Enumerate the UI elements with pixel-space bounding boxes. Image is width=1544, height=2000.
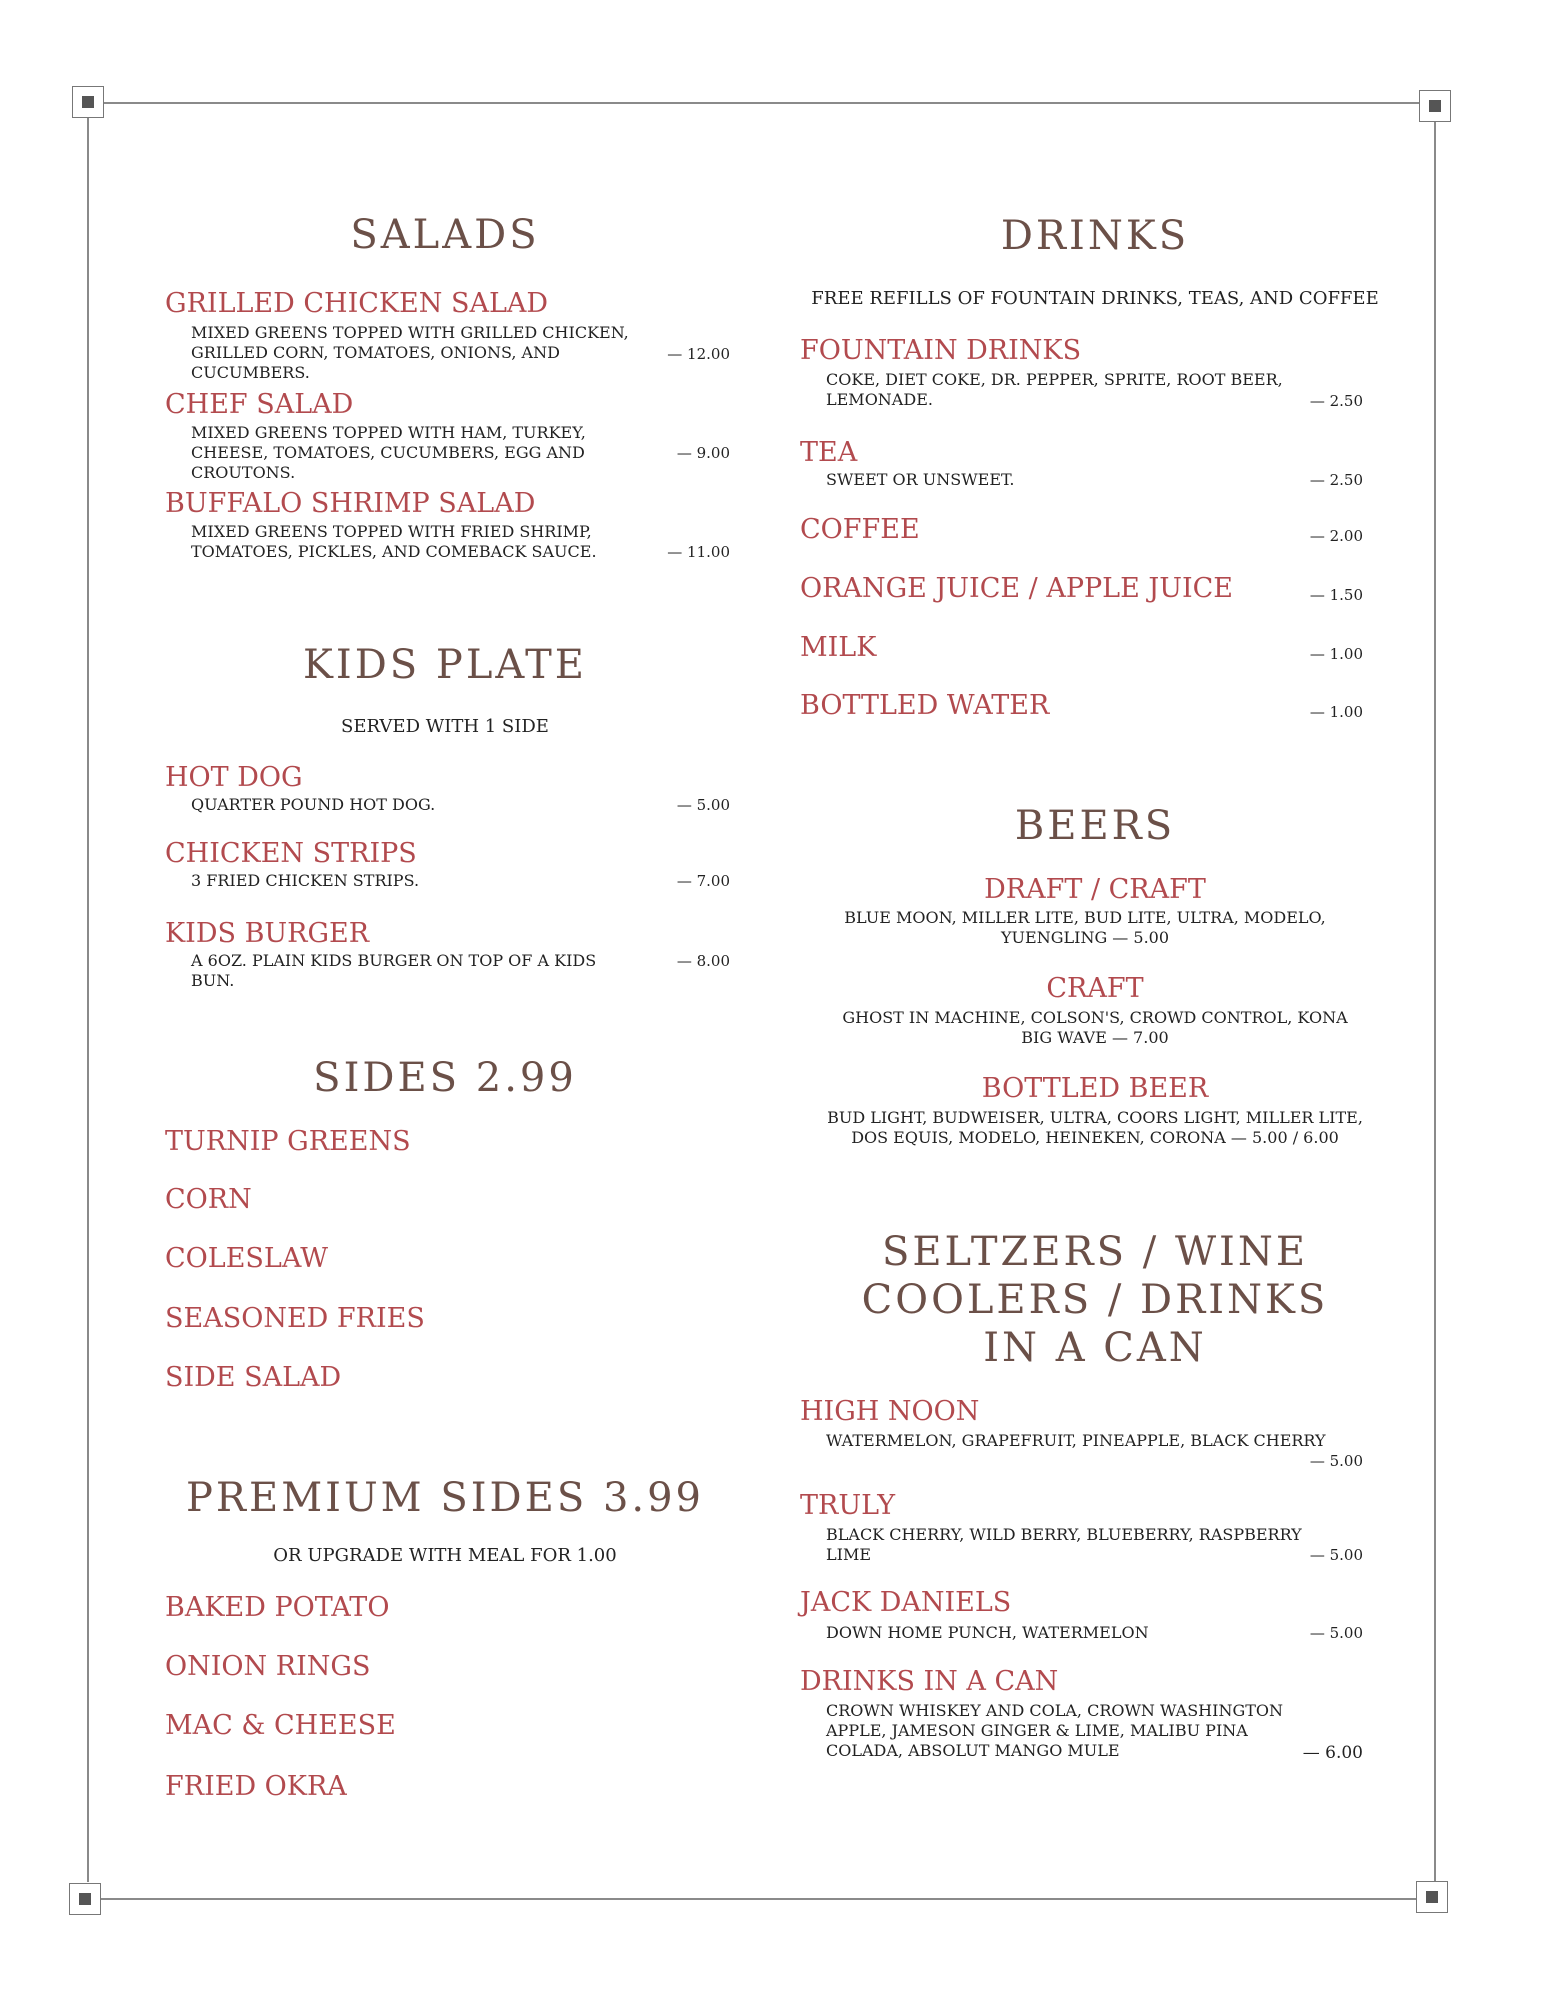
beer-item-desc: BLUE MOON, MILLER LITE, BUD LITE, ULTRA, MODELO, YUENGLING — 5.00	[844, 908, 1326, 947]
kids-item-desc: A 6OZ. PLAIN KIDS BURGER ON TOP OF A KIDS BUN.	[191, 951, 597, 990]
salad-item-title: GRILLED CHICKEN SALAD	[165, 288, 549, 319]
drink-item-desc: COKE, DIET COKE, DR. PEPPER, SPRITE, ROOT BEER, LEMONADE.	[826, 370, 1283, 409]
kids-item-price: — 5.00	[676, 796, 730, 814]
premium-side-item: BAKED POTATO	[165, 1592, 390, 1623]
frame-corner-top-right-icon	[1419, 90, 1451, 122]
drinks-note: FREE REFILLS OF FOUNTAIN DRINKS, TEAS, AND COFFEE	[811, 288, 1379, 309]
salad-item-desc: MIXED GREENS TOPPED WITH FRIED SHRIMP, TOMATOES, PICKLES, AND COMEBACK SAUCE.	[191, 522, 597, 561]
salad-item-price: — 12.00	[667, 345, 730, 363]
kids-item-title: KIDS BURGER	[165, 918, 370, 949]
drink-item-title: MILK	[800, 632, 877, 663]
kids-item-desc: 3 FRIED CHICKEN STRIPS.	[191, 871, 420, 890]
frame-corner-bottom-right-icon	[1416, 1881, 1448, 1913]
seltzer-item-title: DRINKS IN A CAN	[800, 1666, 1059, 1697]
beer-item-title: CRAFT	[1046, 973, 1144, 1004]
drink-item-price: — 1.00	[1309, 703, 1363, 721]
frame-corner-bottom-left-icon	[69, 1883, 101, 1915]
side-item: SIDE SALAD	[165, 1362, 342, 1393]
seltzer-item-price: — 5.00	[1309, 1452, 1363, 1470]
drink-item-price: — 2.50	[1309, 392, 1363, 410]
side-item: CORN	[165, 1184, 252, 1215]
drink-item-price: — 2.50	[1309, 471, 1363, 489]
beer-item-title: BOTTLED BEER	[981, 1073, 1209, 1104]
salad-item-title: CHEF SALAD	[165, 389, 354, 420]
side-item: COLESLAW	[165, 1243, 329, 1274]
seltzer-item-title: TRULY	[800, 1490, 896, 1521]
drink-item-title: ORANGE JUICE / APPLE JUICE	[800, 573, 1233, 604]
premium-sides-note: OR UPGRADE WITH MEAL FOR 1.00	[273, 1545, 617, 1566]
premium-side-item: MAC & CHEESE	[165, 1710, 396, 1741]
seltzer-item-desc: WATERMELON, GRAPEFRUIT, PINEAPPLE, BLACK CHERRY	[826, 1431, 1326, 1450]
salad-item-price: — 11.00	[667, 543, 730, 561]
frame-right-line	[1434, 122, 1436, 1882]
seltzer-item-title: HIGH NOON	[800, 1396, 980, 1427]
right-column	[795, 0, 1395, 2000]
drink-item-price: — 2.00	[1309, 527, 1363, 545]
seltzer-item-desc: BLACK CHERRY, WILD BERRY, BLUEBERRY, RASPBERRY LIME	[826, 1525, 1302, 1564]
beers-heading: BEERS	[1014, 803, 1176, 849]
drink-item-title: BOTTLED WATER	[800, 690, 1050, 721]
kids-item-price: — 8.00	[676, 952, 730, 970]
salad-item-desc: MIXED GREENS TOPPED WITH GRILLED CHICKEN, GRILLED CORN, TOMATOES, ONIONS, AND CUCUMBERS.	[191, 323, 629, 382]
left-column	[160, 0, 730, 2000]
seltzer-item-desc: DOWN HOME PUNCH, WATERMELON	[826, 1623, 1149, 1642]
drink-item-price: — 1.00	[1309, 645, 1363, 663]
kids-item-desc: QUARTER POUND HOT DOG.	[191, 795, 436, 814]
kids-plate-heading: KIDS PLATE	[303, 642, 587, 688]
seltzer-item-price: — 5.00	[1309, 1624, 1363, 1642]
premium-side-item: ONION RINGS	[165, 1651, 371, 1682]
kids-item-title: CHICKEN STRIPS	[165, 838, 417, 869]
side-item: SEASONED FRIES	[165, 1303, 425, 1334]
beer-item-desc: GHOST IN MACHINE, COLSON'S, CROWD CONTROL, KONA BIG WAVE — 7.00	[842, 1008, 1348, 1047]
drinks-heading: DRINKS	[1000, 213, 1190, 259]
frame-corner-top-left-icon	[72, 86, 104, 118]
sides-heading: SIDES 2.99	[313, 1055, 577, 1101]
beer-item-desc: BUD LIGHT, BUDWEISER, ULTRA, COORS LIGHT, MILLER LITE, DOS EQUIS, MODELO, HEINEKEN, CORONA — 5.00 / 6.00	[827, 1108, 1363, 1147]
drink-item-price: — 1.50	[1309, 586, 1363, 604]
drink-item-title: COFFEE	[800, 514, 920, 545]
side-item: TURNIP GREENS	[165, 1126, 411, 1157]
kids-item-title: HOT DOG	[165, 762, 303, 793]
drink-item-desc: SWEET OR UNSWEET.	[826, 470, 1015, 489]
seltzers-heading: SELTZERS / WINE COOLERS / DRINKS IN A CAN	[861, 1229, 1329, 1371]
seltzer-item-desc: CROWN WHISKEY AND COLA, CROWN WASHINGTON APPLE, JAMESON GINGER & LIME, MALIBU PINA COLADA, ABSOLUT MANGO MULE	[826, 1701, 1284, 1760]
salad-item-title: BUFFALO SHRIMP SALAD	[165, 488, 536, 519]
premium-side-item: FRIED OKRA	[165, 1771, 347, 1802]
seltzer-item-title: JACK DANIELS	[800, 1587, 1012, 1618]
salad-item-price: — 9.00	[676, 444, 730, 462]
drink-item-title: FOUNTAIN DRINKS	[800, 335, 1082, 366]
frame-left-line	[87, 118, 89, 1882]
seltzer-item-price: — 5.00	[1309, 1546, 1363, 1564]
kids-plate-note: SERVED WITH 1 SIDE	[341, 716, 549, 737]
drink-item-title: TEA	[800, 437, 858, 468]
premium-sides-heading: PREMIUM SIDES 3.99	[185, 1475, 705, 1521]
kids-item-price: — 7.00	[676, 872, 730, 890]
beer-item-title: DRAFT / CRAFT	[984, 874, 1206, 905]
seltzer-item-price: — 6.00	[1302, 1743, 1363, 1763]
salads-heading: SALADS	[350, 212, 540, 258]
salad-item-desc: MIXED GREENS TOPPED WITH HAM, TURKEY, CHEESE, TOMATOES, CUCUMBERS, EGG AND CROUTONS.	[191, 423, 586, 482]
